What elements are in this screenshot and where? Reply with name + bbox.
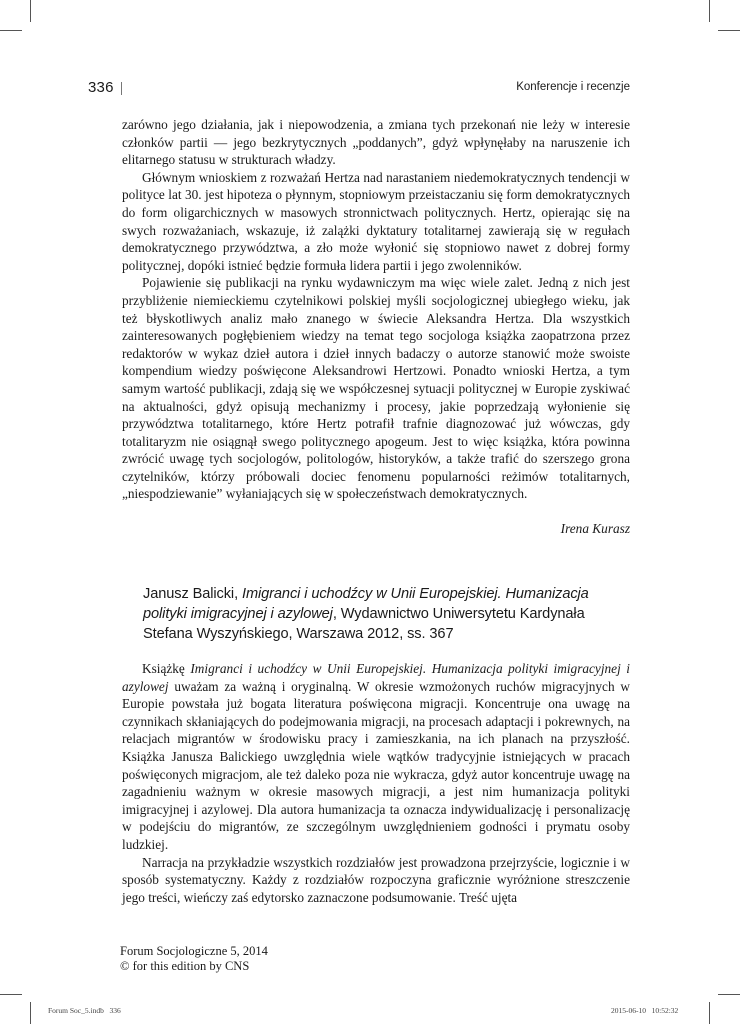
review-paragraph-2: Narracja na przykładzie wszystkich rozdziałów jest prowadzona przejrzyście, logicznie i w sposób systematyczny. Każdy z rozdziałów rozpoczyna graficznie wyróżnione streszczenie jego treści, wieńczy zaś edytorsko zaznaczone podsumowanie. Treść ujęta bbox=[122, 854, 630, 905]
review-p1-lead: Książkę bbox=[142, 661, 191, 676]
review-author: Janusz Balicki, bbox=[143, 586, 242, 602]
article-signature: Irena Kurasz bbox=[560, 521, 630, 536]
running-title: Konferencje i recenzje bbox=[516, 81, 630, 93]
crop-mark-bottom-right-h bbox=[718, 994, 740, 995]
page-number: 336 bbox=[88, 79, 114, 96]
header-separator bbox=[121, 82, 122, 95]
review-body bbox=[122, 660, 630, 906]
crop-mark-top-left-v bbox=[30, 0, 31, 22]
crop-mark-bottom-right-v bbox=[709, 1002, 710, 1024]
article-paragraph-1: zarówno jego działania, jak i niepowodzenia, a zmiana tych przekonań nie leży w interesie członków partii — jego bezkrytycznych „poddanych”, gdyż wpłynęłaby na naruszenie ich elitarnego statusu w strukturach władzy. bbox=[122, 117, 630, 168]
article-paragraph-2: Głównym wnioskiem z rozważań Hertza nad narastaniem niedemokratycznych tendencji w polityce lat 30. jest hipoteza o płynnym, stopniowym przeistaczaniu się form demokratycznych do form oligarchicznych w masowych stronnictwach politycznych. Hertz, opierając się na swych rozważaniach, wskazuje, iż zalążki dyktatury totalitarnej zawierają się w regułach demokratycznego przywództwa, a zło może wyłonić się stopniowo nawet z dobrej formy politycznej, dopóki istnieć będzie formuła lidera partii i jego zwolenników. bbox=[122, 169, 630, 273]
article-paragraph-3: Pojawienie się publikacji na rynku wydawniczym ma więc wiele zalet. Jedną z nich jest przybliżenie niemieckiemu czytelnikowi polskiej myśli socjologicznej ubiegłego wieku, jak też błyskotliwych analiz mało znanego w świecie Aleksandra Hertza. Dla wszystkich zainteresowanych pogłębieniem wiedzy na temat tego socjologa książka zaopatrzona przez redaktorów w wykaz dzieł autora i dzieł innych badaczy o autorze stanowić może swoiste kompendium wiedzy poświęcone Aleksandrowi Hertzowi. Ponadto wnioski Hertza, a tym samym wartość publikacji, zdają się we współczesnej sytuacji politycznej w Europie zyskiwać na aktualności, gdyż opisują mechanizmy i procesy, jakie poprzedzają wyłonienie się przywództwa totalitarnego, które Hertz potrafił trafnie diagnozować już wówczas, gdy totalitaryzm nie osiągnął swego politycznego apogeum. Jest to więc książka, która powinna zwrócić uwagę tych socjologów, politologów, historyków, a także trafić do szerszego grona czytelników, którzy próbowali dociec fenomenu popularności reżimów totalitarnych, „niespodziewanie” wyłaniających się w społeczeństwach demokratycznych. bbox=[122, 275, 630, 502]
footer-journal: Forum Socjologiczne 5, 2014 bbox=[120, 944, 268, 958]
review-paragraph-1 bbox=[122, 660, 630, 854]
footer-copyright: © for this edition by CNS bbox=[120, 958, 250, 973]
crop-mark-top-right-v bbox=[709, 0, 710, 22]
review-publisher: , Wydawnictwo Uniwersytetu Kardynała Stefana Wyszyńskiego, Warszawa 2012, ss. 367 bbox=[143, 606, 585, 642]
slug-file: Forum Soc_5.indb 336 bbox=[48, 1006, 121, 1015]
slug-timestamp: 2015-06-10 10:52:32 bbox=[611, 1006, 679, 1015]
crop-mark-top-left-h bbox=[0, 30, 22, 31]
crop-mark-bottom-left-v bbox=[30, 1002, 31, 1024]
review-book-title: Imigranci i uchodźcy w Unii Europejskiej. Humanizacja polityki imigracyjnej i azylowej bbox=[143, 586, 589, 622]
article-body bbox=[122, 116, 630, 503]
crop-mark-bottom-left-h bbox=[0, 994, 22, 995]
review-p1-rest: uważam za ważną i oryginalną. W okresie wzmożonych ruchów migracyjnych w Europie powstała już bogata literatura poświęcona migracji. Koncentruje ona uwagę na czynnikach skłaniających do podejmowania migracji, na procesach adaptacji i pokrewnych, na relacjach migrantów w środowisku pracy i zamieszkania, na ich planach na przyszłość. Książka Janusza Balickiego uwzględnia wiele wątków tradycyjnie istniejących w pracach poświęconych migracjom, ale też daleko poza nie wykracza, gdyż autor koncentruje uwagę na zagadnieniu ważnym w okresie masowych migracji, a jest nim humanizacja polityki imigracyjnej i azylowej. Dla autora humanizacja ta oznacza indywidualizację i personalizację w podejściu do migrantów, ze szczególnym uwzględnieniem godności i prymatu osoby ludzkiej. bbox=[122, 678, 630, 852]
review-heading bbox=[143, 584, 623, 644]
page-footer bbox=[120, 944, 268, 973]
crop-mark-top-right-h bbox=[718, 30, 740, 31]
review-p1-title: Imigranci i uchodźcy w Unii Europejskiej. Humanizacja polityki imigracyjnej i azylowej bbox=[122, 661, 630, 694]
